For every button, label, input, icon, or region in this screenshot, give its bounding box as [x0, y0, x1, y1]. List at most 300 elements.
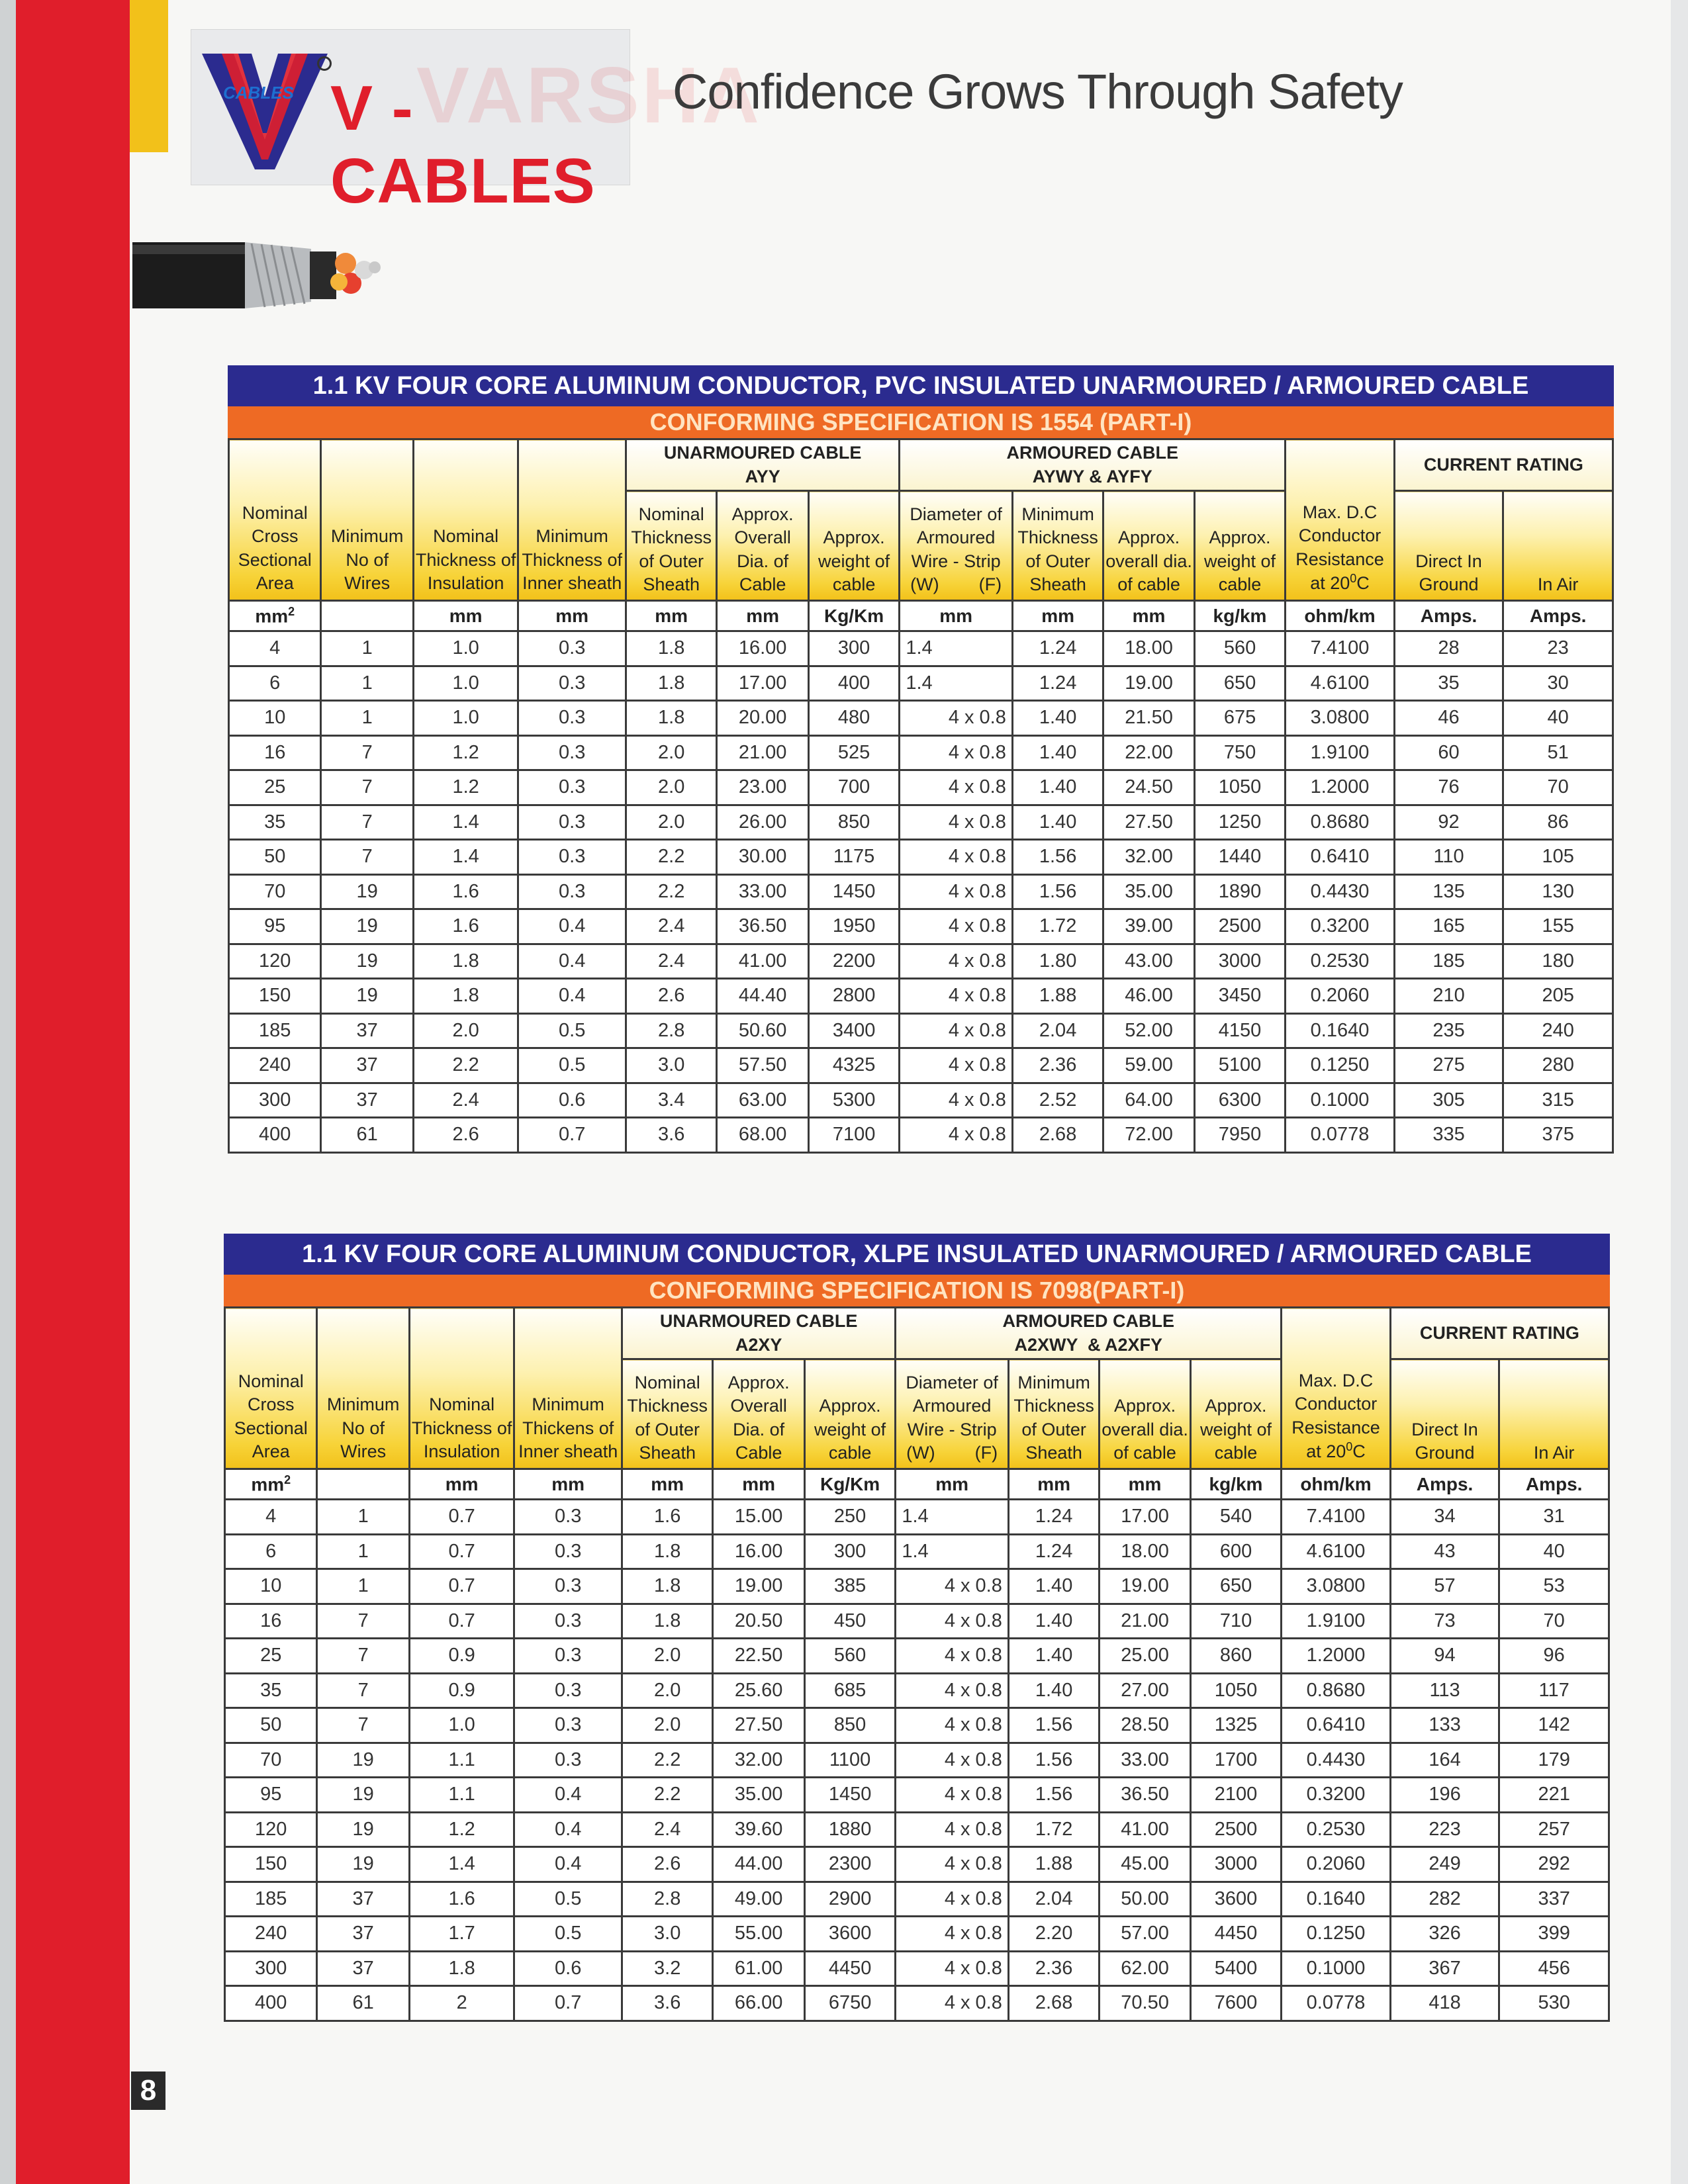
table-cell: 650: [1194, 666, 1285, 701]
table-cell: 210: [1394, 979, 1503, 1014]
table-row: [229, 840, 1613, 875]
table-cell: 205: [1503, 979, 1613, 1014]
table-cell: 1.24: [1012, 666, 1103, 701]
table-cell: 22.00: [1103, 735, 1194, 770]
table-cell: 2.2: [626, 840, 716, 875]
table-cell: 30: [1503, 666, 1613, 701]
table-cell: 1.8: [413, 944, 518, 979]
table-row: [225, 1673, 1609, 1708]
table-cell: 6: [229, 666, 321, 701]
table-cell: 1.56: [1008, 1708, 1099, 1743]
table-cell: 0.1250: [1282, 1917, 1391, 1952]
unit-cell: Amps.: [1390, 1469, 1499, 1500]
table-cell: 0.6410: [1286, 840, 1395, 875]
table-cell: 7600: [1190, 1986, 1281, 2021]
col-header-wires: Minimum No of Wires: [321, 439, 413, 601]
table-cell: 300: [808, 631, 899, 666]
table-cell: 43: [1390, 1534, 1499, 1569]
units-row: [229, 601, 1613, 631]
table-cell: 5400: [1190, 1951, 1281, 1986]
table-cell: 61: [317, 1986, 409, 2021]
table-cell: 2.52: [1012, 1083, 1103, 1118]
table-cell: 240: [229, 1048, 321, 1083]
table-cell: 1.2: [413, 770, 518, 805]
table-cell: 1.80: [1012, 944, 1103, 979]
table-cell: 19: [317, 1743, 409, 1778]
table-cell: 32.00: [1103, 840, 1194, 875]
table-cell: 3600: [804, 1917, 895, 1952]
unit-cell: [225, 1469, 317, 1500]
table-cell: 0.9: [409, 1639, 514, 1674]
table-cell: 1.4: [413, 805, 518, 840]
table-cell: 1.9100: [1282, 1604, 1391, 1639]
table-cell: 60: [1394, 735, 1503, 770]
table-cell: 1325: [1190, 1708, 1281, 1743]
table-cell: 3.0800: [1286, 701, 1395, 736]
table-cell: 19: [321, 979, 413, 1014]
table-row: [229, 1013, 1613, 1048]
table-cell: 4 x 0.8: [900, 701, 1013, 736]
col-header-arm-weight: Approx. weight of cable: [1190, 1359, 1281, 1469]
table-cell: 1.7: [409, 1917, 514, 1952]
table-cell: 7: [317, 1673, 409, 1708]
col-header-arm-overall-dia: Approx. overall dia. of cable: [1100, 1359, 1190, 1469]
table-cell: 41.00: [1100, 1812, 1190, 1847]
table-cell: 1.4: [900, 666, 1013, 701]
table-row: [229, 770, 1613, 805]
unit-cell: mm: [717, 601, 808, 631]
table-cell: 418: [1390, 1986, 1499, 2021]
unit-cell: Kg/Km: [808, 601, 899, 631]
table-cell: 1: [321, 701, 413, 736]
table-cell: 59.00: [1103, 1048, 1194, 1083]
table-cell: 2.8: [622, 1882, 712, 1917]
table-cell: 1.56: [1008, 1778, 1099, 1813]
table-cell: 4.6100: [1282, 1534, 1391, 1569]
table-cell: 0.2060: [1282, 1847, 1391, 1882]
table-cell: 326: [1390, 1917, 1499, 1952]
table-cell: 367: [1390, 1951, 1499, 1986]
table-cell: 2300: [804, 1847, 895, 1882]
table-cell: 1.9100: [1286, 735, 1395, 770]
table-cell: 3.6: [626, 1118, 716, 1153]
table-cell: 1.8: [626, 701, 716, 736]
table-cell: 1700: [1190, 1743, 1281, 1778]
table-cell: 1100: [804, 1743, 895, 1778]
table-cell: 7950: [1194, 1118, 1285, 1153]
logo-cables-tag: CABLES: [223, 83, 294, 103]
unit-cell: mm: [713, 1469, 804, 1500]
table-cell: 23.00: [717, 770, 808, 805]
table-cell: 257: [1499, 1812, 1609, 1847]
table-cell: 40: [1499, 1534, 1609, 1569]
table-cell: 61: [321, 1118, 413, 1153]
table-cell: 19: [321, 944, 413, 979]
group-header-armoured: [900, 439, 1286, 491]
table-cell: 1880: [804, 1812, 895, 1847]
table-cell: 150: [225, 1847, 317, 1882]
table-cell: 2.04: [1012, 1013, 1103, 1048]
table-row: [225, 1951, 1609, 1986]
table-cell: 1050: [1190, 1673, 1281, 1708]
table-cell: 2.36: [1008, 1951, 1099, 1986]
table-cell: 0.6: [518, 1083, 626, 1118]
table-cell: 1.0: [413, 666, 518, 701]
table-cell: 282: [1390, 1882, 1499, 1917]
table-cell: 2.68: [1008, 1986, 1099, 2021]
table-cell: 37: [321, 1048, 413, 1083]
table-cell: 249: [1390, 1847, 1499, 1882]
unit-cell: mm: [409, 1469, 514, 1500]
table-cell: 15.00: [713, 1500, 804, 1535]
table-cell: 315: [1503, 1083, 1613, 1118]
table-cell: 0.7: [409, 1500, 514, 1535]
table-cell: 2.0: [626, 770, 716, 805]
unit-cell: ohm/km: [1286, 601, 1395, 631]
table-cell: 24.50: [1103, 770, 1194, 805]
group-code: A2XY: [735, 1334, 782, 1355]
table-cell: 19: [321, 909, 413, 944]
table-cell: 0.4430: [1282, 1743, 1391, 1778]
table-cell: 70: [225, 1743, 317, 1778]
logo-watermark: VARSHA: [416, 51, 762, 140]
table-cell: 21.00: [717, 735, 808, 770]
table-cell: 0.2530: [1282, 1812, 1391, 1847]
table-row: [225, 1708, 1609, 1743]
table-cell: 1.8: [413, 979, 518, 1014]
table-cell: 7: [321, 840, 413, 875]
table-cell: 4 x 0.8: [900, 944, 1013, 979]
table-cell: 30.00: [717, 840, 808, 875]
table-cell: 27.50: [1103, 805, 1194, 840]
table-cell: 1.6: [622, 1500, 712, 1535]
table-cell: 26.00: [717, 805, 808, 840]
table-cell: 32.00: [713, 1743, 804, 1778]
table-cell: 750: [1194, 735, 1285, 770]
table-cell: 68.00: [717, 1118, 808, 1153]
table-cell: 540: [1190, 1500, 1281, 1535]
table-cell: 1.8: [626, 666, 716, 701]
table-body: [229, 631, 1613, 1153]
table-cell: 23: [1503, 631, 1613, 666]
table-cell: 400: [808, 666, 899, 701]
right-edge-shadow: [1671, 0, 1688, 2184]
table-cell: 0.1640: [1282, 1882, 1391, 1917]
table-cell: 7: [317, 1639, 409, 1674]
table-cell: 0.4: [518, 979, 626, 1014]
col-header-in-air: In Air: [1499, 1359, 1609, 1469]
table-cell: 16.00: [717, 631, 808, 666]
table-cell: 33.00: [717, 874, 808, 909]
table-cell: 0.5: [514, 1917, 622, 1952]
table-cell: 1.40: [1012, 735, 1103, 770]
unit-cell: Amps.: [1503, 601, 1613, 631]
group-label: UNARMOURED CABLE: [663, 442, 862, 463]
table-row: [229, 979, 1613, 1014]
col-header-weight: Approx. weight of cable: [804, 1359, 895, 1469]
table-cell: 57.00: [1100, 1917, 1190, 1952]
table-cell: 850: [808, 805, 899, 840]
table-cell: 1: [317, 1500, 409, 1535]
table-row: [229, 666, 1613, 701]
table-cell: 2.2: [626, 874, 716, 909]
table-row: [229, 944, 1613, 979]
table-cell: 1: [321, 666, 413, 701]
table-cell: 4 x 0.8: [900, 909, 1013, 944]
table-cell: 44.00: [713, 1847, 804, 1882]
cable-illustration: [132, 236, 424, 315]
table-cell: 28.50: [1100, 1708, 1190, 1743]
table-cell: 1.8: [622, 1604, 712, 1639]
header-sub: (W) (F): [910, 574, 1002, 595]
unit-cell: mm: [413, 601, 518, 631]
table-cell: 5100: [1194, 1048, 1285, 1083]
table-cell: 10: [225, 1569, 317, 1604]
table-cell: 185: [229, 1013, 321, 1048]
group-code: AYY: [745, 466, 780, 486]
unit-cell: [321, 601, 413, 631]
table-cell: 16: [229, 735, 321, 770]
group-header-current-rating: CURRENT RATING: [1390, 1308, 1609, 1359]
table-cell: 2.6: [626, 979, 716, 1014]
table-cell: 375: [1503, 1118, 1613, 1153]
table-cell: 44.40: [717, 979, 808, 1014]
table-cell: 21.50: [1103, 701, 1194, 736]
table-cell: 63.00: [717, 1083, 808, 1118]
table-cell: 2500: [1194, 909, 1285, 944]
table-cell: 1.4: [409, 1847, 514, 1882]
group-label: ARMOURED CABLE: [1006, 442, 1179, 463]
table-cell: 27.00: [1100, 1673, 1190, 1708]
table-cell: 50.60: [717, 1013, 808, 1048]
table-cell: 1.4: [413, 840, 518, 875]
table-cell: 4450: [804, 1951, 895, 1986]
table-cell: 1.56: [1012, 840, 1103, 875]
table-row: [229, 1083, 1613, 1118]
table-cell: 19.00: [1103, 666, 1194, 701]
table-cell: 76: [1394, 770, 1503, 805]
table-cell: 0.1250: [1286, 1048, 1395, 1083]
table-cell: 400: [225, 1986, 317, 2021]
table-cell: 0.3: [514, 1639, 622, 1674]
table-cell: 35.00: [713, 1778, 804, 1813]
table-cell: 4325: [808, 1048, 899, 1083]
xlpe-cable-spec-table: [224, 1234, 1610, 2022]
col-header-overall-dia: Approx. Overall Dia. of Cable: [717, 491, 808, 601]
table-cell: 1.4: [896, 1534, 1009, 1569]
units-row: [225, 1469, 1609, 1500]
table-cell: 92: [1394, 805, 1503, 840]
table-cell: 22.50: [713, 1639, 804, 1674]
table-row: [225, 1778, 1609, 1813]
table-cell: 2: [409, 1986, 514, 2021]
unit-cell: mm: [1012, 601, 1103, 631]
table-cell: 0.3: [518, 770, 626, 805]
table-cell: 1.72: [1008, 1812, 1099, 1847]
col-header-inner-sheath: Minimum Thickens of Inner sheath: [514, 1308, 622, 1469]
table-cell: 36.50: [717, 909, 808, 944]
table-cell: 235: [1394, 1013, 1503, 1048]
table-cell: 55.00: [713, 1917, 804, 1952]
table-cell: 2500: [1190, 1812, 1281, 1847]
table-cell: 36.50: [1100, 1778, 1190, 1813]
group-code: A2XWY & A2XFY: [1014, 1334, 1163, 1355]
table-cell: 0.3: [518, 701, 626, 736]
table-cell: 0.2530: [1286, 944, 1395, 979]
table-cell: 196: [1390, 1778, 1499, 1813]
table-cell: 0.6410: [1282, 1708, 1391, 1743]
table-title: 1.1 KV FOUR CORE ALUMINUM CONDUCTOR, XLPE INSULATED UNARMOURED / ARMOURED CABLE: [224, 1234, 1610, 1275]
table-cell: 35: [1394, 666, 1503, 701]
table-cell: 1.2: [409, 1812, 514, 1847]
table-cell: 0.7: [514, 1986, 622, 2021]
group-label: UNARMOURED CABLE: [659, 1310, 858, 1331]
unit-sup: 2: [288, 604, 295, 618]
header-text: Max. D.C Conductor Resistance at 20: [1295, 502, 1384, 594]
table-cell: 7100: [808, 1118, 899, 1153]
table-cell: 135: [1394, 874, 1503, 909]
table-title: 1.1 KV FOUR CORE ALUMINUM CONDUCTOR, PVC INSULATED UNARMOURED / ARMOURED CABLE: [228, 365, 1614, 406]
table-cell: 0.4: [514, 1812, 622, 1847]
table-cell: 1.8: [622, 1569, 712, 1604]
table-cell: 0.7: [518, 1118, 626, 1153]
table-cell: 52.00: [1103, 1013, 1194, 1048]
table-cell: 240: [225, 1917, 317, 1952]
table-cell: 337: [1499, 1882, 1609, 1917]
table-cell: 1.24: [1008, 1534, 1099, 1569]
header-sup: 0: [1350, 572, 1357, 586]
table-cell: 480: [808, 701, 899, 736]
col-header-arm-overall-dia: Approx. overall dia. of cable: [1103, 491, 1194, 601]
table-cell: 1450: [804, 1778, 895, 1813]
table-cell: 2.2: [413, 1048, 518, 1083]
table-cell: 1.1: [409, 1743, 514, 1778]
spec-table: [224, 1306, 1610, 2022]
table-cell: 25: [225, 1639, 317, 1674]
table-cell: 39.00: [1103, 909, 1194, 944]
table-row: [225, 1534, 1609, 1569]
table-row: [229, 1118, 1613, 1153]
table-cell: 0.3: [514, 1743, 622, 1778]
unit-cell: [229, 601, 321, 631]
table-cell: 223: [1390, 1812, 1499, 1847]
left-yellow-accent: [130, 0, 168, 152]
table-cell: 850: [804, 1708, 895, 1743]
table-cell: 1.2000: [1282, 1639, 1391, 1674]
col-header-wires: Minimum No of Wires: [317, 1308, 409, 1469]
col-header-outer-sheath: Nominal Thickness of Outer Sheath: [626, 491, 716, 601]
table-cell: 120: [225, 1812, 317, 1847]
table-cell: 50: [229, 840, 321, 875]
table-cell: 2.0: [626, 735, 716, 770]
table-cell: 4 x 0.8: [900, 1118, 1013, 1153]
table-cell: 0.4430: [1286, 874, 1395, 909]
table-cell: 1450: [808, 874, 899, 909]
col-header-insulation: Nominal Thickness of Insulation: [409, 1308, 514, 1469]
table-cell: 1.0: [413, 631, 518, 666]
unit-cell: Kg/Km: [804, 1469, 895, 1500]
table-cell: 0.3: [518, 735, 626, 770]
table-cell: 150: [229, 979, 321, 1014]
table-cell: 6300: [1194, 1083, 1285, 1118]
table-cell: 113: [1390, 1673, 1499, 1708]
header-sup: 0: [1346, 1440, 1353, 1454]
table-cell: 27.50: [713, 1708, 804, 1743]
unit-cell: mm: [622, 1469, 712, 1500]
table-cell: 2.4: [413, 1083, 518, 1118]
group-code: AYWY & AYFY: [1032, 466, 1152, 486]
table-cell: 0.1640: [1286, 1013, 1395, 1048]
table-cell: 2900: [804, 1882, 895, 1917]
unit-cell: [317, 1469, 409, 1500]
table-cell: 0.0778: [1282, 1986, 1391, 2021]
table-cell: 300: [225, 1951, 317, 1986]
table-row: [225, 1604, 1609, 1639]
table-cell: 2800: [808, 979, 899, 1014]
table-cell: 2100: [1190, 1778, 1281, 1813]
table-cell: 7: [317, 1604, 409, 1639]
table-cell: 57: [1390, 1569, 1499, 1604]
table-cell: 4: [229, 631, 321, 666]
table-cell: 1.4: [896, 1500, 1009, 1535]
table-cell: 16: [225, 1604, 317, 1639]
table-cell: 64.00: [1103, 1083, 1194, 1118]
unit-cell: kg/km: [1194, 601, 1285, 631]
table-cell: 2.8: [626, 1013, 716, 1048]
table-cell: 300: [804, 1534, 895, 1569]
table-cell: 0.4: [518, 909, 626, 944]
table-cell: 3.0800: [1282, 1569, 1391, 1604]
table-cell: 335: [1394, 1118, 1503, 1153]
col-header-arm-outer-sheath: Minimum Thickness of Outer Sheath: [1008, 1359, 1099, 1469]
table-cell: 1.88: [1012, 979, 1103, 1014]
table-cell: 0.2060: [1286, 979, 1395, 1014]
table-cell: 72.00: [1103, 1118, 1194, 1153]
spec-table: [228, 438, 1614, 1154]
table-cell: 0.7: [409, 1534, 514, 1569]
unit-cell: kg/km: [1190, 1469, 1281, 1500]
table-cell: 142: [1499, 1708, 1609, 1743]
table-cell: 0.1000: [1286, 1083, 1395, 1118]
table-cell: 3.2: [622, 1951, 712, 1986]
table-cell: 50.00: [1100, 1882, 1190, 1917]
left-red-band: [16, 0, 130, 2184]
table-cell: 19: [321, 874, 413, 909]
table-cell: 1.24: [1008, 1500, 1099, 1535]
page-number: 8: [131, 2071, 165, 2110]
table-cell: 17.00: [717, 666, 808, 701]
table-cell: 1.2000: [1286, 770, 1395, 805]
table-cell: 1.6: [409, 1882, 514, 1917]
table-cell: 43.00: [1103, 944, 1194, 979]
table-cell: 95: [229, 909, 321, 944]
unit-text: mm: [251, 1474, 285, 1495]
table-cell: 710: [1190, 1604, 1281, 1639]
table-cell: 70: [1499, 1604, 1609, 1639]
table-cell: 0.3: [518, 840, 626, 875]
table-cell: 34: [1390, 1500, 1499, 1535]
table-cell: 1: [317, 1534, 409, 1569]
table-cell: 1.8: [622, 1534, 712, 1569]
table-cell: 0.8680: [1282, 1673, 1391, 1708]
table-cell: 221: [1499, 1778, 1609, 1813]
table-cell: 1.72: [1012, 909, 1103, 944]
table-cell: 4 x 0.8: [896, 1604, 1009, 1639]
table-cell: 57.50: [717, 1048, 808, 1083]
table-cell: 0.9: [409, 1673, 514, 1708]
table-cell: 0.3: [518, 805, 626, 840]
table-cell: 2.0: [622, 1708, 712, 1743]
